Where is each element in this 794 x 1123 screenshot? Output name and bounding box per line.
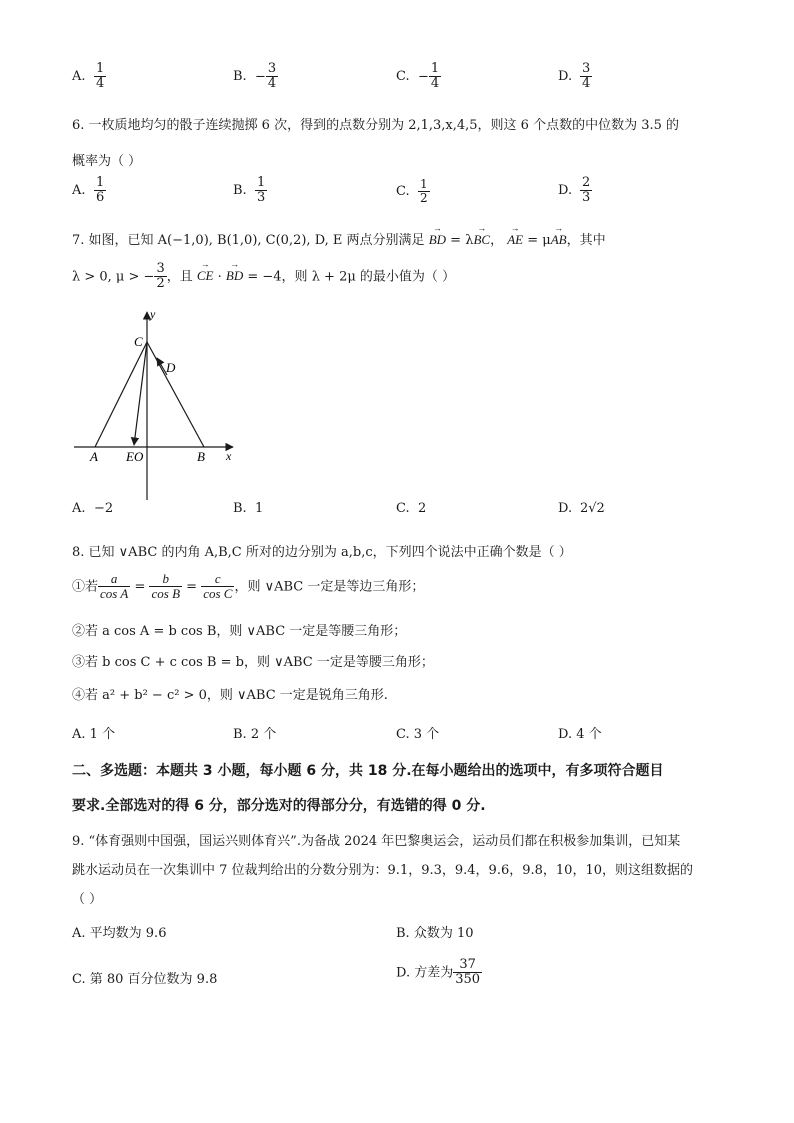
q6-option-b[interactable]: B. $\frac{1}{3}$ (233, 175, 266, 206)
section-heading-line2: 要求.全部选对的得 6 分，部分选对的得部分分，有选错的得 0 分. (72, 798, 486, 814)
fraction: $\frac{2}{3}$ (582, 175, 591, 206)
label-d: D (166, 360, 176, 375)
q9-stem-line3: （ ） (72, 892, 103, 907)
q7-option-b[interactable]: B. 1 (233, 501, 264, 516)
q7-option-c[interactable]: C. 2 (396, 501, 427, 516)
fraction: $\frac{3}{4}$ (582, 61, 591, 92)
q9-option-a[interactable]: A. 平均数为 9.6 (72, 926, 167, 941)
q8-statement-2: ②若 a cos A = b cos B，则 ∨ABC 一定是等腰三角形； (72, 624, 407, 639)
label-b: B (197, 449, 205, 464)
q7-stem-line1: 7. 如图，已知 A(−1,0), B(1,0), C(0,2), D, E 两点分别满足 → BD = λ→ BC， → AE = μ→ AB，其中 (72, 229, 606, 248)
fraction: $\frac{1}{4}$ (96, 61, 105, 92)
fraction: $\frac{a}{\text{cos A}}$ (100, 571, 129, 602)
q5-option-d[interactable]: D. $\frac{3}{4}$ (558, 61, 591, 92)
q8-statement-4: ④若 a² + b² − c² > 0，则 ∨ABC 一定是锐角三角形. (72, 688, 388, 703)
label-a: A (90, 449, 98, 464)
fraction: $\frac{1}{3}$ (257, 175, 266, 206)
q8-option-c[interactable]: C. 3 个 (396, 727, 440, 742)
q8-option-a[interactable]: A. 1 个 (72, 727, 116, 742)
fraction: $\frac{c}{\text{cos C}}$ (203, 571, 233, 602)
fraction: $\frac{b}{\text{cos B}}$ (151, 571, 181, 602)
q9-option-b[interactable]: B. 众数为 10 (396, 926, 474, 941)
vector-ce (134, 342, 147, 445)
label-eo: EO (126, 449, 144, 464)
fraction: $\frac{3}{2}$ (156, 261, 165, 292)
q5-option-c[interactable]: C. − $\frac{1}{4}$ (396, 61, 440, 92)
q7-option-a[interactable]: A. −2 (72, 501, 114, 516)
q6-option-c[interactable]: C. $\frac{1}{2}$ (396, 177, 428, 206)
q6-option-a[interactable]: A. $\frac{1}{6}$ (72, 175, 105, 206)
q5-option-a[interactable]: A. $\frac{1}{4}$ (72, 61, 105, 92)
q8-stem: 8. 已知 ∨ABC 的内角 A,B,C 所对的边分别为 a,b,c，下列四个说法中正确个数是（ ） (72, 545, 572, 560)
label-x: x (226, 449, 232, 463)
label-c: C (134, 334, 143, 349)
label-y: y (150, 307, 156, 321)
q9-stem-line2: 跳水运动员在一次集训中 7 位裁判给出的分数分别为：9.1，9.3，9.4，9.6，9.8，10，10，则这组数据的 (72, 863, 693, 878)
fraction: $\frac{3}{4}$ (267, 61, 277, 92)
q7-option-d[interactable]: D. 2√2 (558, 501, 605, 516)
q6-option-d[interactable]: D. $\frac{2}{3}$ (558, 175, 591, 206)
side-ac (95, 342, 147, 447)
q7-stem-line2: λ > 0, μ > − $\frac{3}{2}$ ，且 → CE · → BD = −4，则 λ + 2μ 的最小值为（ ） (72, 262, 455, 292)
q8-statement-1: ①若 $\frac{a}{\text{cos A}}$ = $\frac{b}{\text{cos B}}$ = $\frac{c}{\text{cos C}}$ ，则 ∨ABC 一定是等边三角形； (72, 571, 425, 602)
q8-option-b[interactable]: B. 2 个 (233, 727, 277, 742)
q8-option-d[interactable]: D. 4 个 (558, 727, 602, 742)
side-cb (147, 342, 204, 447)
fraction: $\frac{1}{6}$ (96, 175, 105, 206)
q7-figure (66, 300, 246, 505)
fraction: $\frac{1}{4}$ (430, 61, 440, 92)
q8-statement-3: ③若 b cos C + c cos B = b，则 ∨ABC 一定是等腰三角形； (72, 655, 434, 670)
section-heading-line1: 二、多选题：本题共 3 小题，每小题 6 分，共 18 分.在每小题给出的选项中，有多项符合题目 (72, 763, 664, 779)
q6-stem-line2: 概率为（ ） (72, 154, 142, 169)
q9-option-d[interactable]: D. 方差为 $\frac{37}{350}$ (396, 957, 481, 988)
q5-option-b[interactable]: B. − $\frac{3}{4}$ (233, 61, 277, 92)
q6-stem-line1: 6. 一枚质地均匀的骰子连续抛掷 6 次，得到的点数分别为 2,1,3,x,4,5，则这 6 个点数的中位数为 3.5 的 (72, 118, 680, 133)
q9-option-c[interactable]: C. 第 80 百分位数为 9.8 (72, 972, 218, 987)
fraction: $\frac{1}{2}$ (420, 177, 428, 206)
fraction: $\frac{37}{350}$ (455, 957, 481, 988)
q9-stem-line1: 9. “体育强则中国强，国运兴则体育兴”.为备战 2024 年巴黎奥运会，运动员们都在积极参加集训，已知某 (72, 834, 681, 849)
